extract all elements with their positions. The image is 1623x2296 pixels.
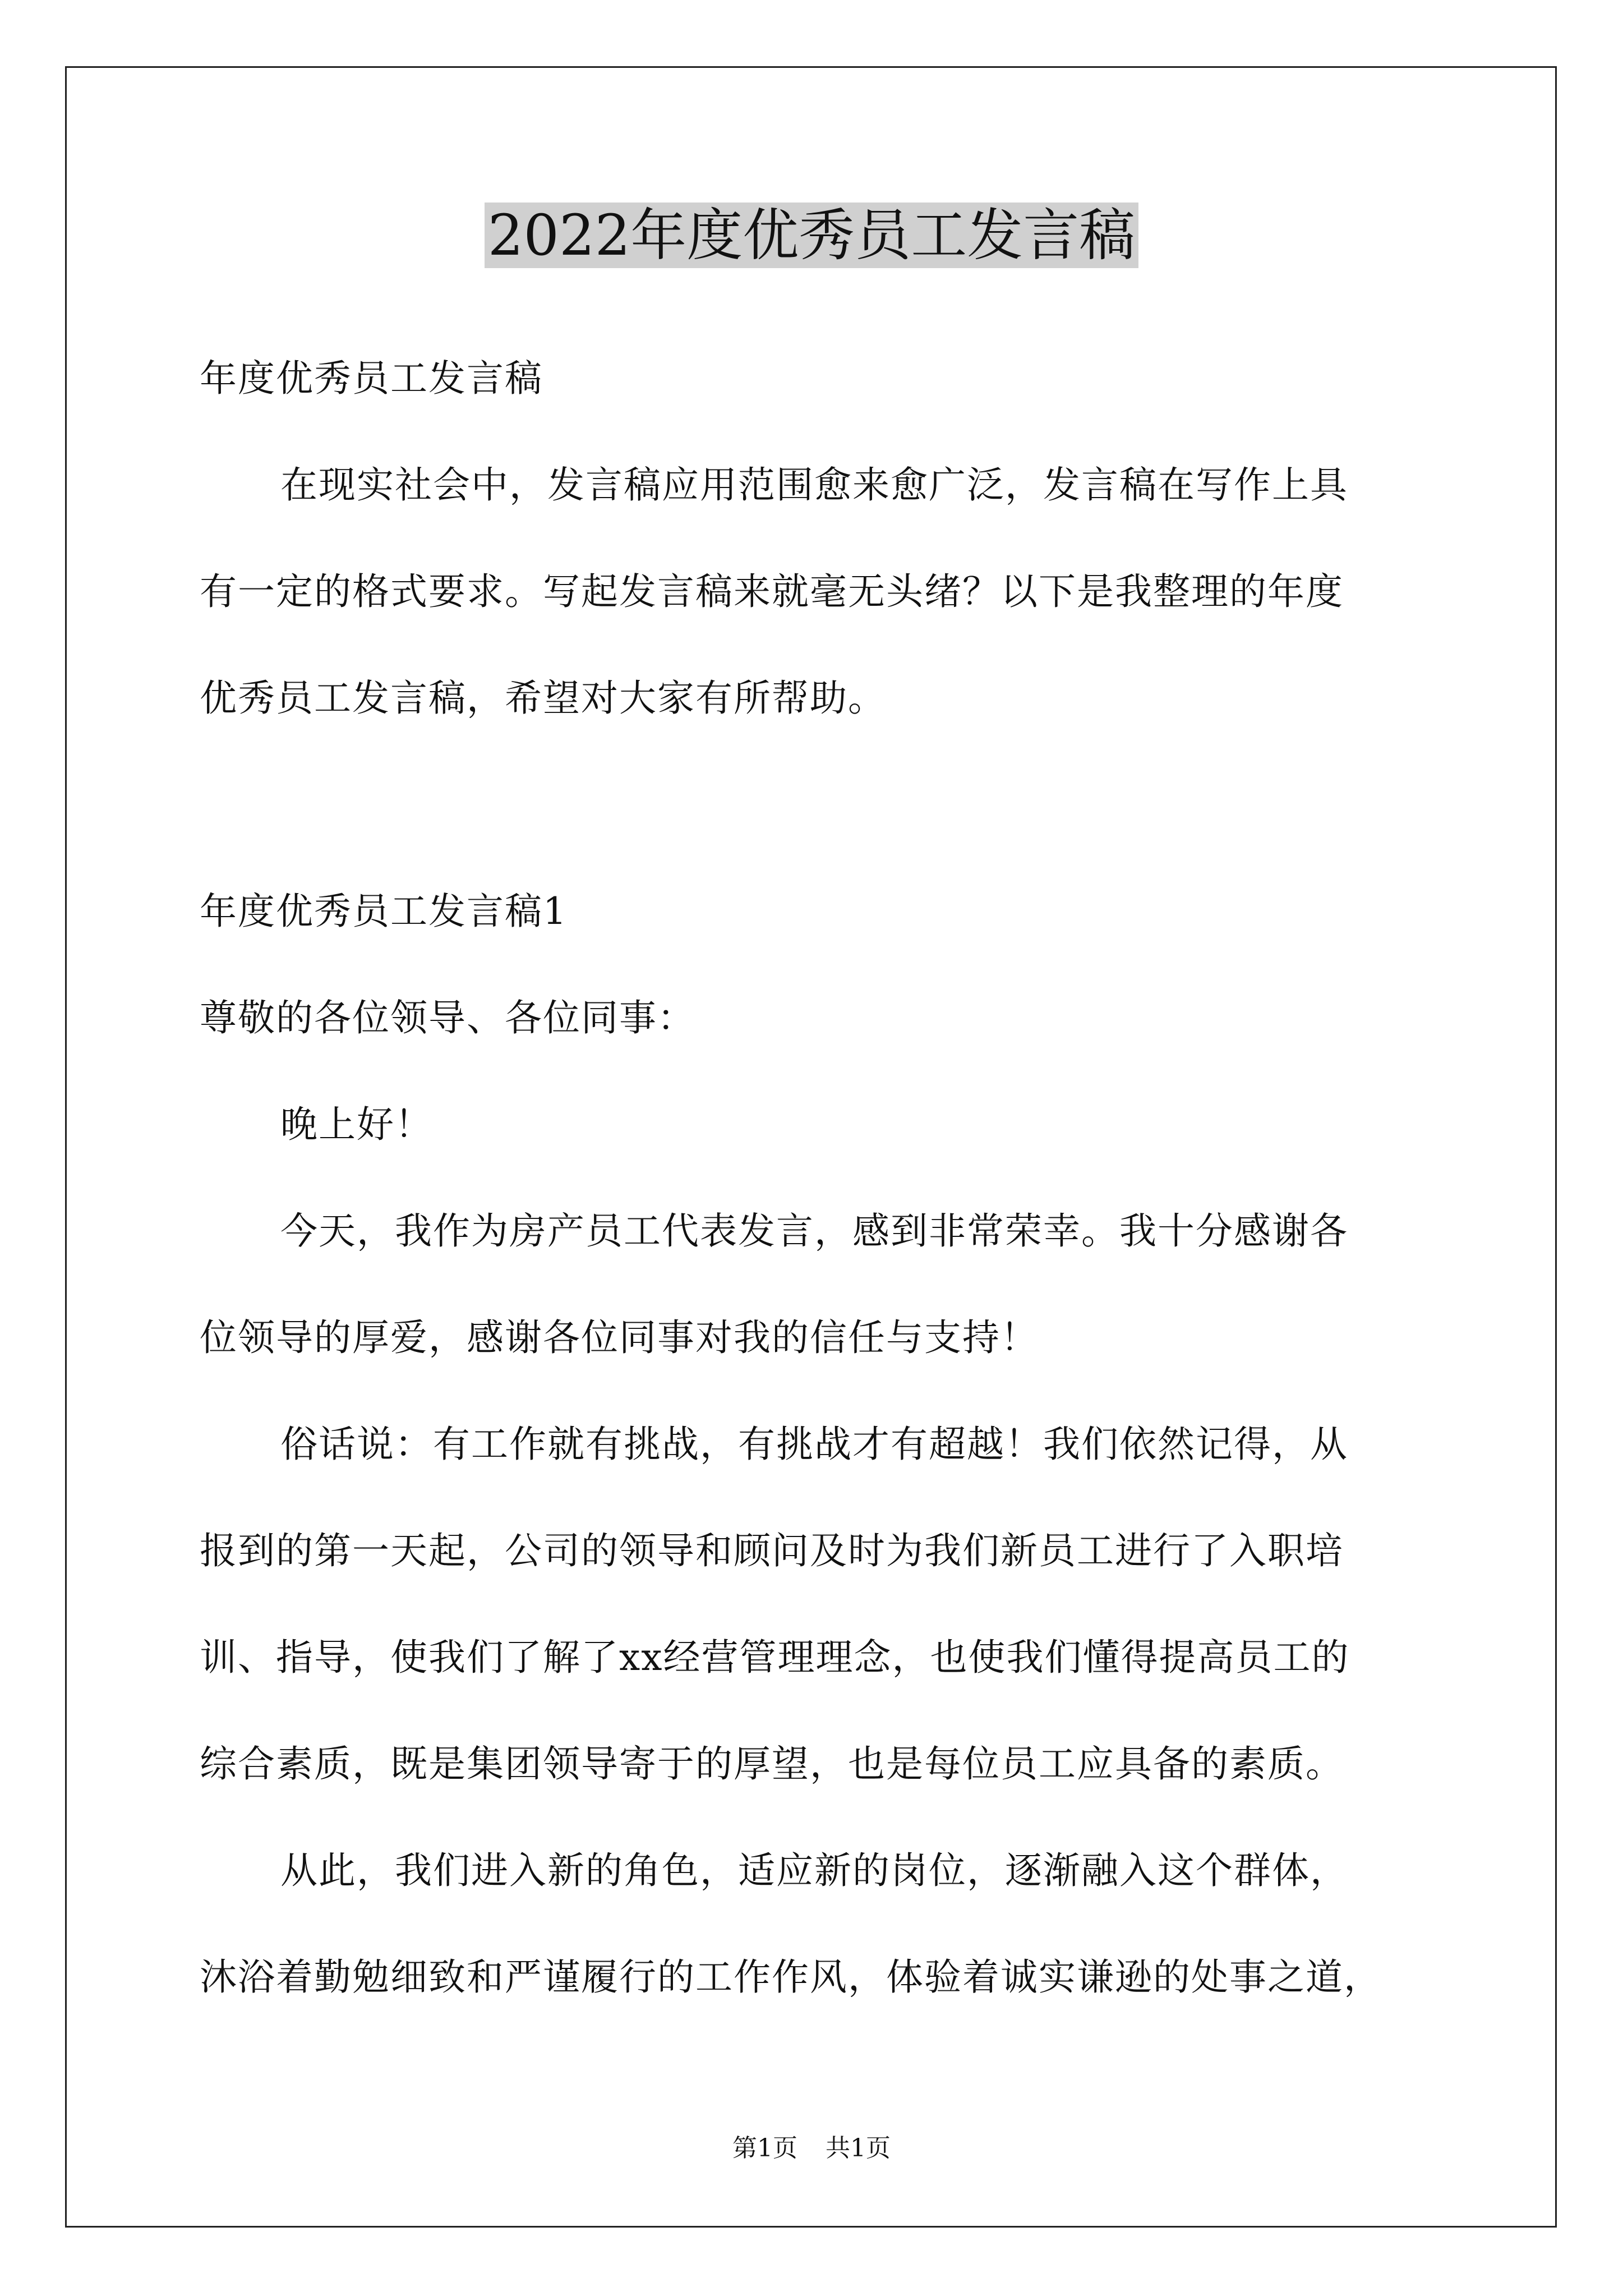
greeting: 晚上好！ [280, 1103, 433, 1146]
section-heading: 年度优秀员工发言稿1 [200, 890, 568, 933]
paragraph2-line-3: 训、指导，使我们了解了xx经营管理理念，也使我们懂得提高员工的 [200, 1636, 1350, 1679]
intro-line-2: 有一定的格式要求。写起发言稿来就毫无头绪？以下是我整理的年度 [200, 570, 1344, 613]
paragraph1-line-2: 位领导的厚爱，感谢各位同事对我的信任与支持！ [200, 1316, 1039, 1359]
document-title [0, 196, 1623, 275]
paragraph2-line-2: 报到的第一天起，公司的领导和顾问及时为我们新员工进行了入职培 [200, 1529, 1344, 1572]
page-number: 第1页 [732, 2134, 797, 2162]
intro-line-3: 优秀员工发言稿，希望对大家有所帮助。 [200, 677, 886, 720]
document-title-text: 2022年度优秀员工发言稿 [485, 203, 1139, 268]
paragraph2-line-4: 综合素质，既是集团领导寄于的厚望，也是每位员工应具备的素质。 [200, 1742, 1344, 1786]
paragraph2-line-1: 俗话说：有工作就有挑战，有挑战才有超越！我们依然记得，从 [280, 1423, 1348, 1466]
paragraph1-line-1: 今天，我作为房产员工代表发言，感到非常荣幸。我十分感谢各 [280, 1209, 1348, 1253]
page-total: 共1页 [826, 2134, 891, 2162]
salutation: 尊敬的各位领导、各位同事： [200, 996, 695, 1039]
paragraph3-line-2: 沐浴着勤勉细致和严谨履行的工作作风，体验着诚实谦逊的处事之道， [200, 1955, 1382, 1999]
paragraph3-line-1: 从此，我们进入新的角色，适应新的岗位，逐渐融入这个群体， [280, 1849, 1348, 1892]
document-subtitle: 年度优秀员工发言稿 [200, 357, 543, 400]
page-footer [0, 2132, 1623, 2165]
intro-line-1: 在现实社会中，发言稿应用范围愈来愈广泛，发言稿在写作上具 [280, 463, 1348, 507]
